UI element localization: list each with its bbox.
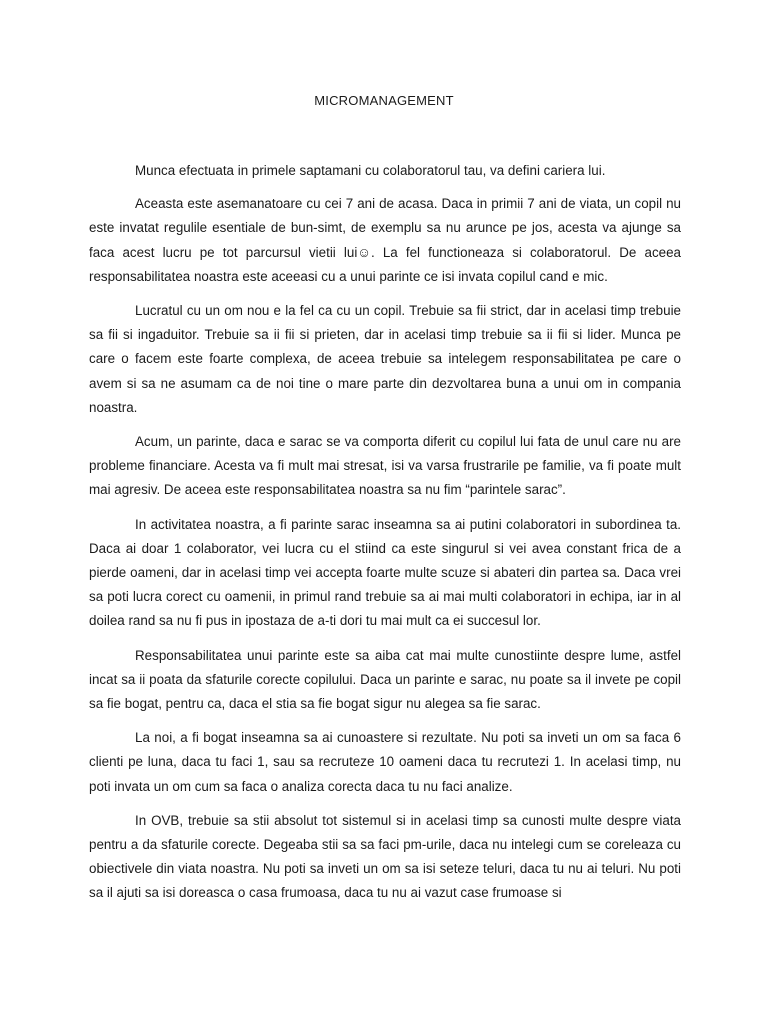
paragraph-5: In activitatea noastra, a fi parinte sarac inseamna sa ai putini colaboratori in subordinea ta. Daca ai doar 1 colaborator, vei lucra cu el stiind ca este singurul si vei avea constant frica de a pierde oameni, dar in acelasi timp vei accepta foarte multe scuze si abateri din partea sa. Daca vrei sa poti lucra corect cu oamenii, in primul rand trebuie sa ai mai multi colaboratori in echipa, iar in al doilea rand sa nu fi pus in ipostaza de a-ti dori tu mai mult ca ei succesul lor.	[89, 516, 681, 629]
paragraph-3: Lucratul cu un om nou e la fel ca cu un copil. Trebuie sa fii strict, dar in acelasi timp trebuie sa fii si ingaduitor. Trebuie sa ii fii si prieten, dar in acelasi timp trebuie sa ii fii si lider. Munca pe care o facem este foarte complexa, de aceea trebuie sa intelegem responsabilitatea pe care o avem si sa ne asumam ca de noi tine o mare parte din dezvoltarea buna a unui om in compania noastra.	[89, 303, 681, 415]
paragraph-4: Acum, un parinte, daca e sarac se va comporta diferit cu copilul lui fata de unul care nu are probleme financiare. Acesta va fi mult mai stresat, isi va varsa frustrarile pe familie, va fi poate mult mai agresiv. De aceea este responsabilitatea noastra sa nu fim “parintele sarac”.	[89, 434, 681, 498]
paragraph-6: Responsabilitatea unui parinte este sa aiba cat mai multe cunostiinte despre lume, astfel incat sa ii poata da sfaturile corecte copilului. Daca un parinte e sarac, nu poate sa il invete pe copil sa fie bogat, pentru ca, daca el stia sa fie bogat sigur nu alegea sa fie sarac.	[89, 647, 681, 712]
document-body	[89, 159, 681, 916]
paragraph-1: Munca efectuata in primele saptamani cu colaboratorul tau, va defini cariera lui.	[135, 163, 606, 178]
paragraph-7: La noi, a fi bogat inseamna sa ai cunoastere si rezultate. Nu poti sa inveti un om sa faca 6 clienti pe luna, daca tu faci 1, sau sa recruteze 10 oameni daca tu recrutezi 1. In acelasi timp, nu poti invata un om cum sa faca o analiza corecta daca tu nu faci analize.	[89, 730, 681, 794]
page-title: MICROMANAGEMENT	[314, 93, 454, 108]
paragraph-8: In OVB, trebuie sa stii absolut tot sistemul si in acelasi timp sa cunosti multe despre viata pentru a da sfaturile corecte. Degeaba stii sa sa faci pm-urile, daca nu intelegi cum se coreleaza cu obiectivele din viata noastra. Nu poti sa inveti un om sa isi seteze teluri, daca tu nu ai teluri. Nu poti sa il ajuti sa isi doreasca o casa frumoasa, daca tu nu ai vazut case frumoase si	[89, 812, 681, 901]
paragraph-2: Aceasta este asemanatoare cu cei 7 ani de acasa. Daca in primii 7 ani de viata, un copil nu este invatat regulile esentiale de bun-simt, de exemplu sa nu arunce pe jos, acesta va ajunge sa faca acest lucru pe tot parcursul vietii lui☺. La fel functioneaza si colaboratorul. De aceea responsabilitatea noastra este aceeasi cu a unui parinte ce isi invata copilul cand e mic.	[89, 196, 681, 284]
